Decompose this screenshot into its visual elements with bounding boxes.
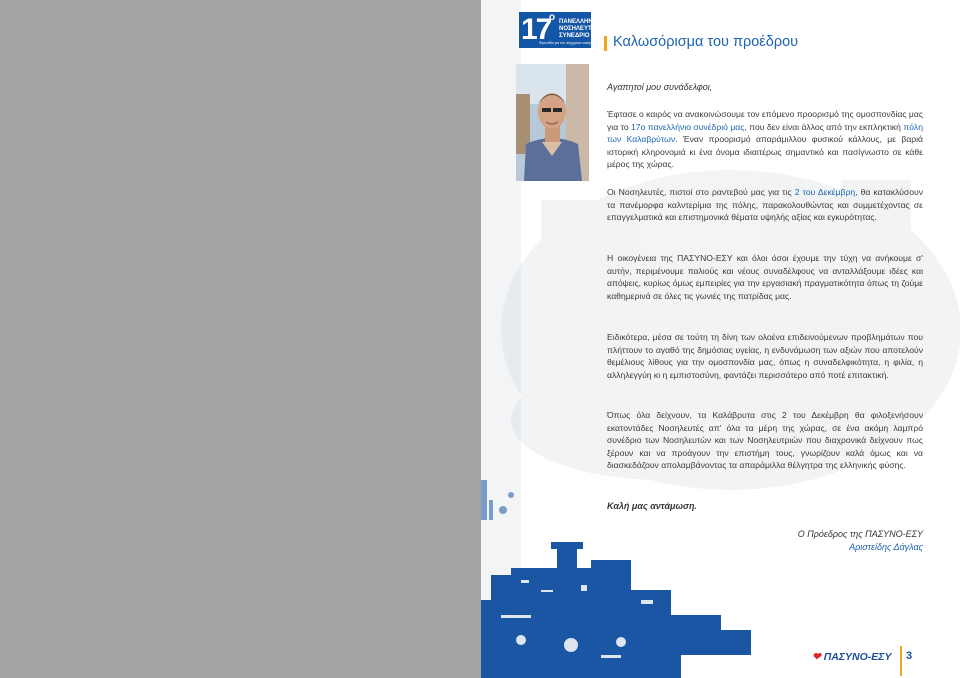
paragraph-5: Όπως όλα δείχνουν, τα Καλάβρυτα στις 2 του Δεκέμβρη θα φιλοξενήσουν εκατοντάδες Νοσηλευτές απ' όλα τα μέρη της χώρας, σε ένα ακόμη λαμπρό συνέδριο των Νοσηλευτών και των Νοσηλευτριών που διαχρονικά δείχνουν πως ξέρουν και να προάγουν την επιστήμη τους, γνωρίζουν καλά όμως και να διασκεδάζουν απολαμβάνοντας τα απαράμιλλα θέλγητρα της ελληνικής φύσης.: [607, 410, 923, 471]
congress-logo: [519, 12, 602, 48]
president-portrait: [516, 64, 589, 181]
footer-brand-logo: ❤ ΠΑΣΥΝΟ-ΕΣΥ: [812, 651, 892, 663]
logo-superscript: ο: [549, 12, 556, 23]
paragraph-2: Οι Νοσηλευτές, πιστοί στο ραντεβού μας για τις 2 του Δεκέμβρη, θα κατακλύσουν τα πανέμορφα καλντερίμια της πόλης, παρακολουθώντας και συμμετέχοντας σε επαγγελματικά και επιστημονικά θέματα υψηλής αξίας και εγκυρότητας.: [607, 187, 923, 223]
logo-tagline: Φροντίδα για τον σύγχρονο νοσηλευτή: [539, 41, 599, 45]
logo-line-2: ΝΟΣΗΛΕΥΤΙΚΟ: [559, 26, 602, 32]
salutation: Αγαπητοί μου συνάδελφοι,: [607, 82, 713, 92]
logo-number: 17: [521, 13, 551, 46]
page-title: Καλωσόρισμα του προέδρου: [613, 34, 799, 50]
signature-name: Αριστείδης Δάγλας: [849, 542, 923, 552]
logo-line-3: ΣΥΝΕΔΡΙΟ: [559, 33, 590, 39]
paragraph-4: Ειδικότερα, μέσα σε τούτη τη δίνη των ολοένα επιδεινούμενων προβλημάτων που πλήττουν το αγαθό της δημόσιας υγείας, η ενδυνάμωση των αξιών που αποτελούν θεμέλιους λίθους για την ομοσπονδία μας, όπως η συναδελφικότητα, η φιλία, η αλληλεγγύη κι η εμπιστοσύνη, φαντάζει περισσότερο από ποτέ επιτακτική.: [607, 332, 923, 380]
page-number: 3: [906, 650, 913, 662]
title-accent-bar: [604, 36, 607, 51]
closing-line: Καλή μας αντάμωση.: [607, 501, 697, 511]
logo-line-1: ΠΑΝΕΛΛΗΝΙΟ: [559, 19, 600, 25]
heart-icon: ❤: [812, 651, 821, 663]
footer-accent-bar: [900, 646, 902, 676]
paragraph-3: Η οικογένεια της ΠΑΣΥΝΟ-ΕΣΥ και όλοι όσοι έχουμε την τύχη να ανήκουμε σ' αυτήν, περιμένουμε παλιούς και νέους συναδέλφους να ανταλλάξουμε ιδέες και απόψεις, κυρίως όμως εμπειρίες για την εργασιακή πραγματικότητα όπως τη ζούμε καθημερινά σε όλες τις γωνιές της πατρίδας μας.: [607, 253, 923, 301]
paragraph-1: Έφτασε ο καιρός να ανακοινώσουμε τον επόμενο προορισμό της ομοσπονδίας μας για το 17ο πανελλήνιο συνέδριό μας, που δεν είναι άλλος από την εκπληκτική πόλη των Καλαβρύτων. Έναν προορισμό απαράμιλλου φυσικού κάλλους, με βαριά ιστορική κληρονομιά κι ένα όνομα ιδιαιτέρως σημαντικό και πασίγνωστο σε κάθε μέρος της χώρας.: [607, 109, 923, 170]
signature-role: Ο Πρόεδρος της ΠΑΣΥΝΟ-ΕΣΥ: [797, 529, 923, 539]
